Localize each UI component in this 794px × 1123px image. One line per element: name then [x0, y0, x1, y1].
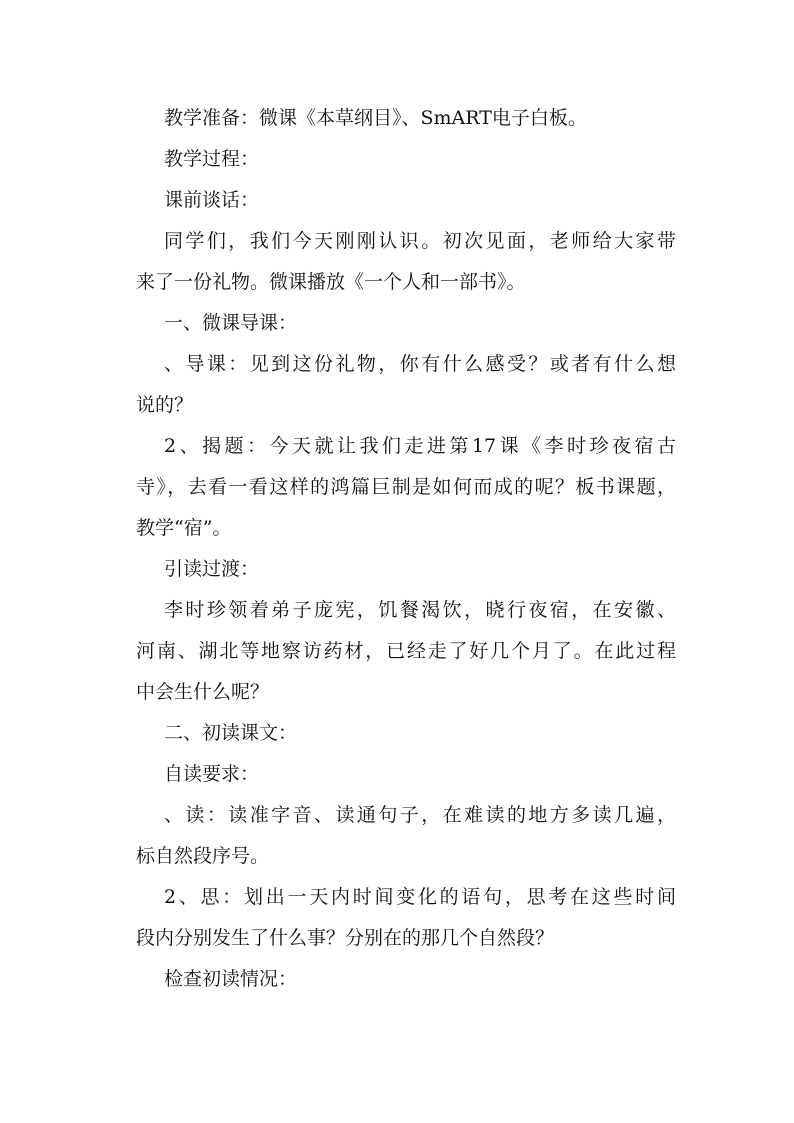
paragraph-line: 寺》，去看一看这样的鸿篇巨制是如何而成的呢？板书课题， [136, 476, 676, 498]
paragraph-line: 教学“宿”。 [136, 517, 232, 539]
paragraph-line: 、导课：见到这份礼物，你有什么感受？或者有什么想 [164, 353, 676, 375]
paragraph-line: 说的？ [136, 394, 194, 416]
heading-reading-requirements: 自读要求： [164, 763, 260, 785]
heading-pre-class-talk: 课前谈话： [164, 189, 260, 211]
line-teaching-prep: 教学准备：微课《本草纲目》、SmART电子白板。 [164, 107, 587, 129]
paragraph-line: 段内分别发生了什么事？分别在的那几个自然段？ [136, 927, 555, 949]
heading-teaching-process: 教学过程： [164, 148, 260, 170]
document-body [136, 98, 676, 1000]
section-heading-2: 二、初读课文： [164, 722, 298, 744]
heading-transition: 引读过渡： [164, 558, 260, 580]
paragraph-line: 2、揭题：今天就让我们走进第17课《李时珍夜宿古 [164, 435, 676, 457]
paragraph-line: 李时珍领着弟子庞宪，饥餐渴饮，晓行夜宿，在安徽、 [164, 599, 676, 621]
paragraph-line: 、读：读准字音、读通句子，在难读的地方多读几遍， [164, 804, 676, 826]
paragraph-line: 河南、湖北等地察访药材，已经走了好几个月了。在此过程 [136, 640, 676, 662]
paragraph-line: 同学们，我们今天刚刚认识。初次见面，老师给大家带 [164, 230, 676, 252]
paragraph-line: 来了一份礼物。微课播放《一个人和一部书》。 [136, 271, 526, 293]
paragraph-line: 标自然段序号。 [136, 845, 270, 867]
paragraph-line: 2、思：划出一天内时间变化的语句，思考在这些时间 [164, 886, 676, 908]
paragraph-line: 中会生什么呢？ [136, 681, 270, 703]
heading-check-reading: 检查初读情况： [164, 968, 298, 990]
section-heading-1: 一、微课导课： [164, 312, 298, 334]
